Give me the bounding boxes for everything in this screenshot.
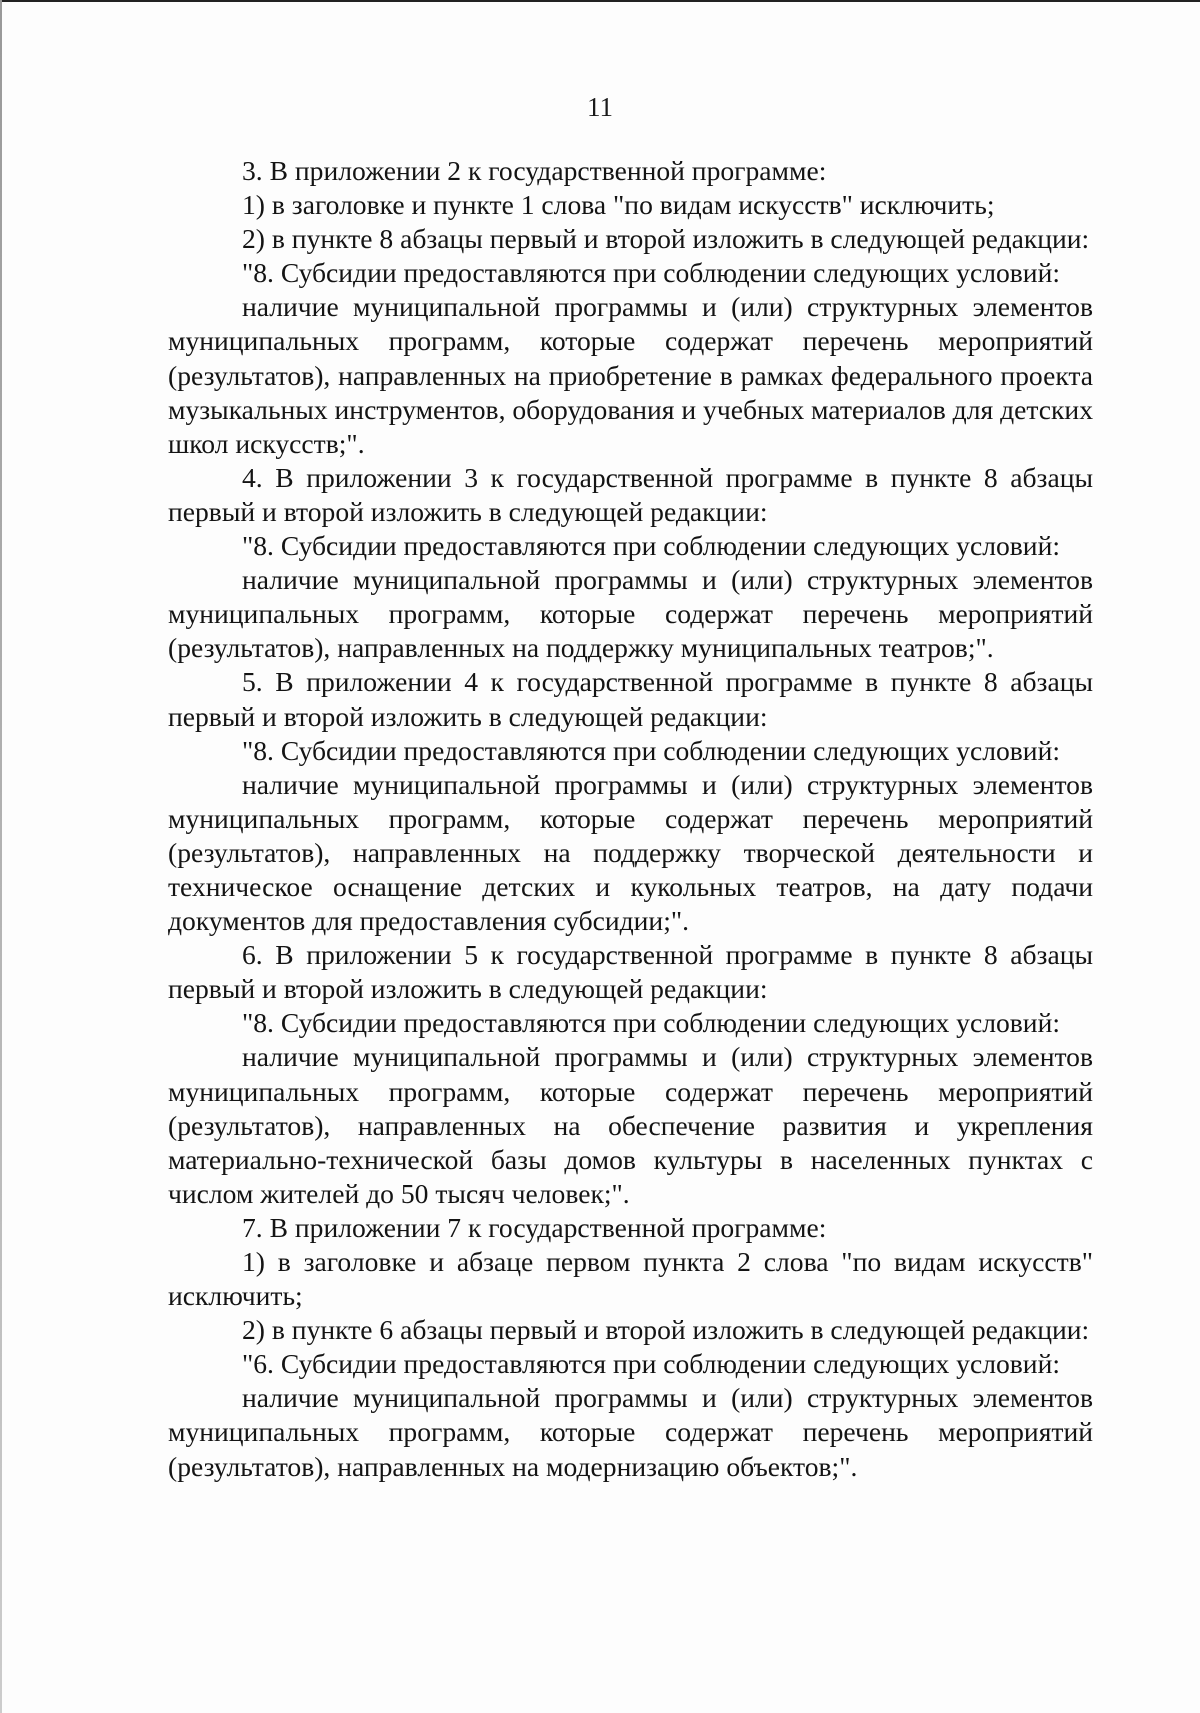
paragraph: 2) в пункте 6 абзацы первый и второй изложить в следующей редакции: [242, 1314, 1090, 1346]
paragraph: 1) в заголовке и абзаце первом пункта 2 слова "по видам искусств" исключить; [168, 1246, 1093, 1312]
scan-border-left [0, 0, 2, 1713]
paragraph: 6. В приложении 5 к государственной программе в пункте 8 абзацы первый и второй изложить в следующей редакции: [168, 939, 1093, 1005]
paragraph: 1) в заголовке и пункте 1 слова "по видам искусств" исключить; [242, 189, 995, 221]
paragraph: "8. Субсидии предоставляются при соблюдении следующих условий: [242, 257, 1061, 289]
paragraph: 4. В приложении 3 к государственной программе в пункте 8 абзацы первый и второй изложить в следующей редакции: [168, 461, 1093, 527]
paragraph: 3. В приложении 2 к государственной программе: [242, 155, 827, 186]
scan-border-top [0, 0, 1200, 2]
document-body [168, 154, 1093, 1484]
paragraph: "8. Субсидии предоставляются при соблюдении следующих условий: [242, 530, 1061, 562]
paragraph: 5. В приложении 4 к государственной программе в пункте 8 абзацы первый и второй изложить в следующей редакции: [168, 666, 1093, 732]
paragraph: наличие муниципальной программы и (или) структурных элементов муниципальных программ, которые содержат перечень мероприятий (результатов), направленных на модернизацию объектов;". [168, 1382, 1093, 1482]
paragraph: 2) в пункте 8 абзацы первый и второй изложить в следующей редакции: [242, 223, 1090, 255]
paragraph: наличие муниципальной программы и (или) структурных элементов муниципальных программ, которые содержат перечень мероприятий (результатов), направленных на приобретение в рамках федерального проекта музыкальных инструментов, оборудования и учебных материалов для детских школ искусств;". [168, 291, 1093, 459]
paragraph: "8. Субсидии предоставляются при соблюдении следующих условий: [242, 1007, 1061, 1039]
paragraph: наличие муниципальной программы и (или) структурных элементов муниципальных программ, которые содержат перечень мероприятий (результатов), направленных на поддержку муниципальных театров;". [168, 564, 1093, 664]
paragraph: наличие муниципальной программы и (или) структурных элементов муниципальных программ, которые содержат перечень мероприятий (результатов), направленных на обеспечение развития и укрепления материально-технической базы домов культуры в населенных пунктах с числом жителей до 50 тысяч человек;". [168, 1041, 1093, 1209]
paragraph: 7. В приложении 7 к государственной программе: [242, 1211, 827, 1243]
paragraph: "8. Субсидии предоставляются при соблюдении следующих условий: [242, 734, 1061, 766]
paragraph: "6. Субсидии предоставляются при соблюдении следующих условий: [242, 1348, 1061, 1380]
page-number: 11 [587, 92, 613, 122]
paragraph: наличие муниципальной программы и (или) структурных элементов муниципальных программ, которые содержат перечень мероприятий (результатов), направленных на поддержку творческой деятельности и техническое оснащение детских и кукольных театров, на дату подачи документов для предоставления субсидии;". [168, 768, 1093, 937]
